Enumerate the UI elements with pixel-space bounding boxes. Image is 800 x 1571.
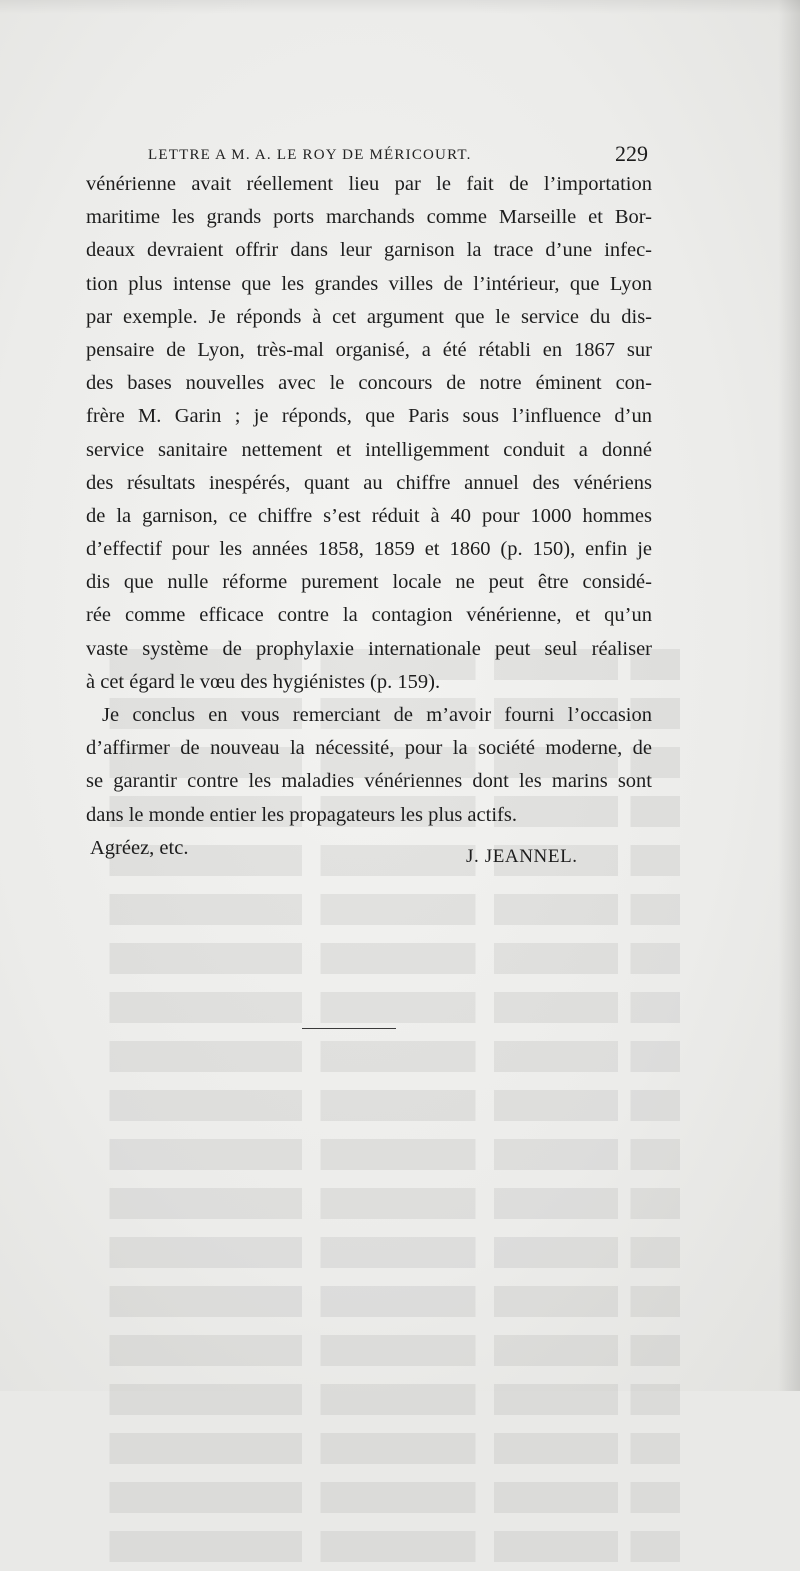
text-line: d’affirmer de nouveau la nécessité, pour la société moderne, de (86, 737, 652, 760)
text-line: d’effectif pour les années 1858, 1859 et 1860 (p. 150), enfin je (86, 538, 652, 561)
text-line: rée comme efficace contre la contagion vénérienne, et qu’un (86, 604, 652, 627)
page-top-shadow (0, 0, 800, 14)
text-line: se garantir contre les maladies vénériennes dont les marins sont (86, 770, 652, 793)
text-line: service sanitaire nettement et intelligemment conduit a donné (86, 438, 652, 461)
text-line: de la garnison, ce chiffre s’est réduit à 40 pour 1000 hommes (86, 504, 652, 527)
signature: J. JEANNEL. (466, 846, 578, 867)
text-line: tion plus intense que les grandes villes de l’intérieur, que Lyon (86, 272, 652, 295)
text-line: vaste système de prophylaxie internationale peut seul réaliser (86, 637, 652, 660)
text-line: par exemple. Je réponds à cet argument que le service du dis- (86, 305, 652, 328)
text-line: maritime les grands ports marchands comme Marseille et Bor- (86, 206, 652, 229)
body-text (86, 168, 652, 865)
text-line: dans le monde entier les propagateurs les plus actifs. (86, 803, 517, 826)
text-line: des résultats inespérés, quant au chiffre annuel des vénériens (86, 471, 652, 494)
text-line: frère M. Garin ; je réponds, que Paris sous l’influence d’un (86, 405, 652, 428)
text-line: des bases nouvelles avec le concours de notre éminent con- (86, 372, 652, 395)
text-line: à cet égard le vœu des hygiénistes (p. 159). (86, 670, 441, 693)
text-line: pensaire de Lyon, très-mal organisé, a été rétabli en 1867 sur (86, 338, 652, 361)
page-gutter-shadow (778, 0, 800, 1391)
end-rule (302, 1028, 396, 1029)
page-number: 229 (615, 141, 648, 166)
text-line: vénérienne avait réellement lieu par le fait de l’importation (86, 173, 652, 195)
text-line: deaux devraient offrir dans leur garnison la trace d’une infec- (86, 239, 652, 262)
running-title: LETTRE A M. A. LE ROY DE MÉRICOURT. (148, 147, 472, 163)
text-line: Je conclus en vous remerciant de m’avoir fourni l’occasion (102, 704, 652, 726)
closing-line: Agréez, etc. (90, 836, 189, 859)
text-line: dis que nulle réforme purement locale ne peut être considé- (86, 571, 652, 594)
page-header (88, 141, 648, 171)
